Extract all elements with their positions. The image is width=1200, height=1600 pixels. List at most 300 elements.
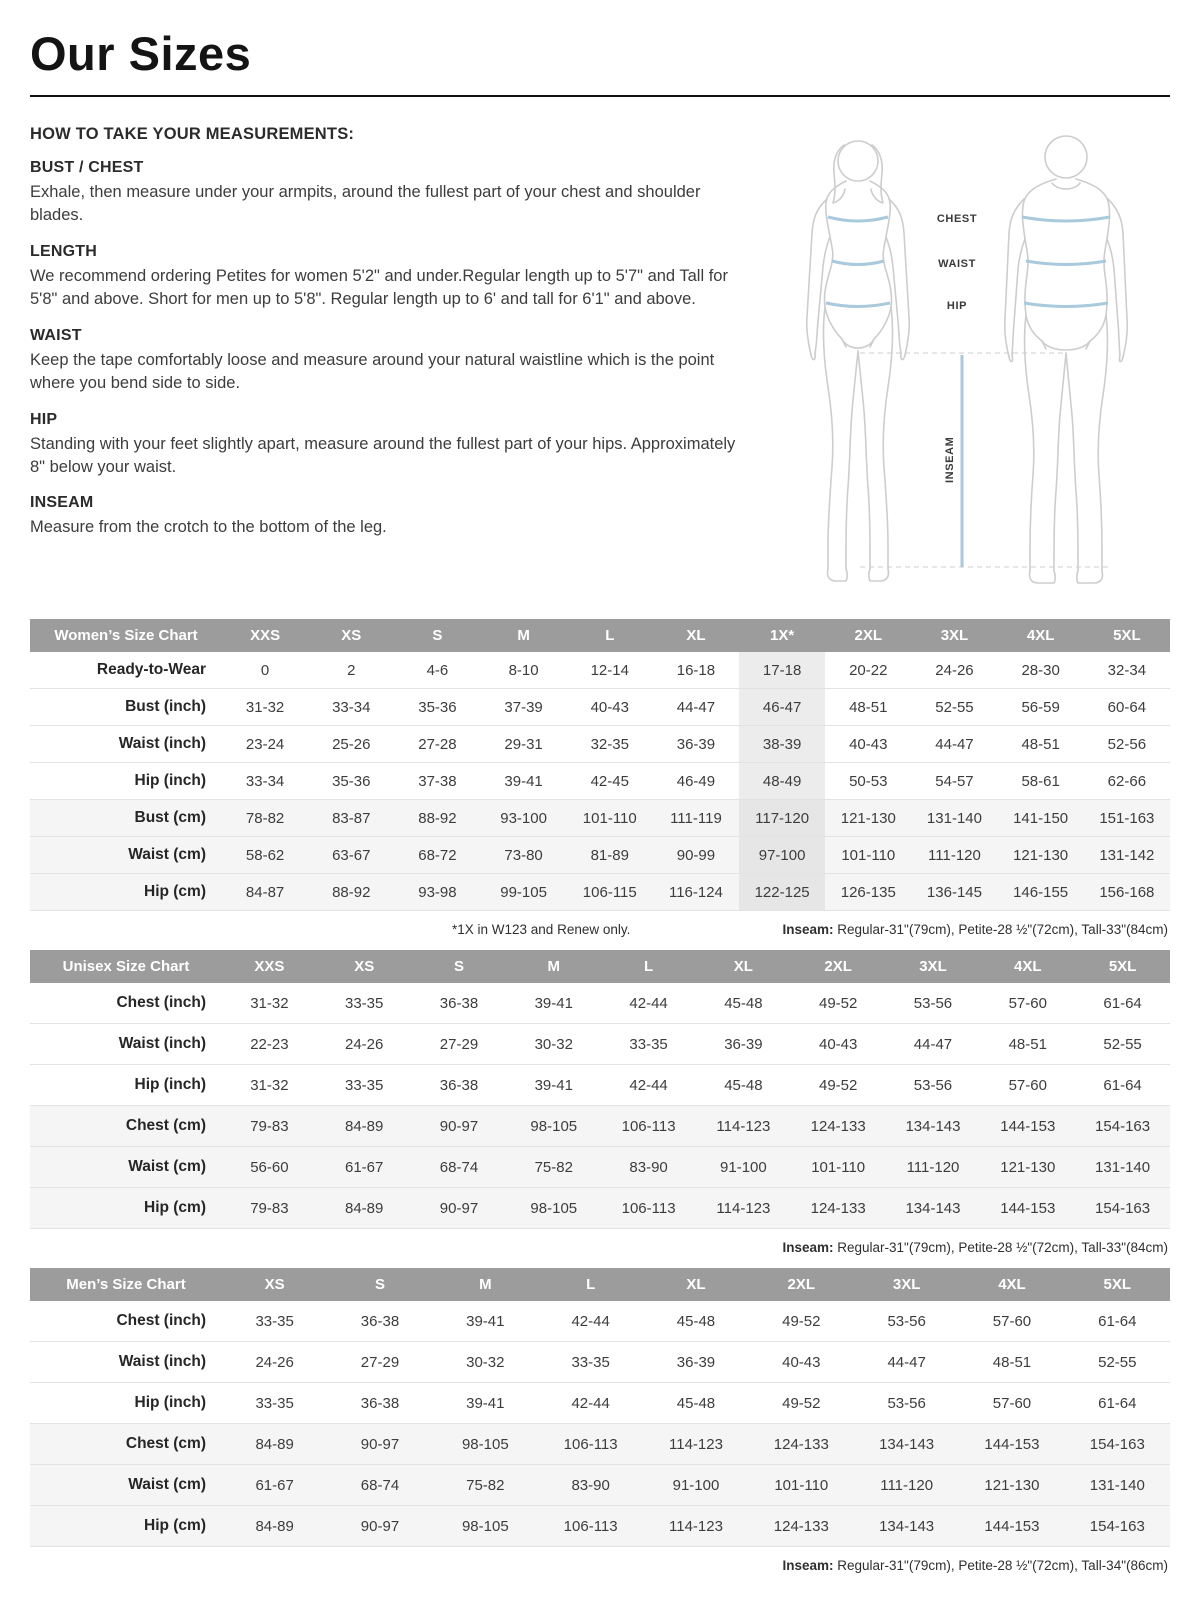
size-value-cell: 48-51 xyxy=(1021,735,1060,753)
size-value-cell: 37-39 xyxy=(504,698,543,716)
size-value-cell: 53-56 xyxy=(887,1394,926,1412)
size-value-cell: 101-110 xyxy=(841,846,896,864)
size-value-cell: 31-32 xyxy=(250,994,289,1012)
size-column-header: 4XL xyxy=(998,619,1084,652)
size-value-cell: 52-56 xyxy=(1107,735,1147,753)
size-value-cell: 32-34 xyxy=(1107,661,1147,679)
size-column-header: XS xyxy=(317,950,412,983)
size-value-cell: 154-163 xyxy=(1089,1517,1145,1535)
size-value-cell: 46-49 xyxy=(676,772,716,790)
size-value-cell: 126-135 xyxy=(840,883,896,901)
size-value-cell: 98-105 xyxy=(530,1199,578,1217)
size-value-cell: 88-92 xyxy=(332,883,371,901)
row-label: Hip (cm) xyxy=(144,883,206,900)
size-value-cell: 52-55 xyxy=(935,698,974,716)
waist-label: WAIST xyxy=(938,258,976,270)
size-value-cell: 37-38 xyxy=(418,772,457,790)
size-value-cell: 48-51 xyxy=(1008,1035,1047,1053)
row-label: Waist (cm) xyxy=(128,846,206,863)
size-value-cell: 44-47 xyxy=(913,1035,953,1053)
size-value-cell: 44-47 xyxy=(676,698,716,716)
size-value-cell: 131-142 xyxy=(1099,846,1155,864)
chest-label: CHEST xyxy=(936,213,978,225)
size-value-cell: 141-150 xyxy=(1013,809,1069,827)
size-value-cell: 84-87 xyxy=(245,883,285,901)
section-body: Keep the tape comfortably loose and measure around your natural waistline which is the point where you bend side to side. xyxy=(30,350,715,393)
size-value-cell: 2 xyxy=(347,661,356,679)
size-table-section xyxy=(30,950,1170,1264)
size-value-cell: 134-143 xyxy=(905,1117,961,1135)
woman-figure-outline xyxy=(807,141,910,581)
size-value-cell: 52-55 xyxy=(1103,1035,1142,1053)
row-label: Bust (inch) xyxy=(125,698,206,715)
size-value-cell: 36-38 xyxy=(439,994,479,1012)
size-value-cell: 36-39 xyxy=(724,1035,763,1053)
table-row xyxy=(30,652,1170,689)
size-column-header: 1X* xyxy=(739,619,825,652)
size-value-cell: 45-48 xyxy=(724,994,763,1012)
size-value-cell: 134-143 xyxy=(905,1199,961,1217)
size-value-cell: 40-43 xyxy=(849,735,888,753)
size-value-cell: 131-140 xyxy=(1095,1158,1151,1176)
measurement-diagram xyxy=(770,119,1170,605)
instruction-section-waist xyxy=(30,327,770,396)
table-title: Men’s Size Chart xyxy=(30,1268,222,1301)
size-value-cell: 39-41 xyxy=(466,1394,505,1412)
size-value-cell: 44-47 xyxy=(887,1353,926,1371)
size-value-cell: 53-56 xyxy=(913,1076,953,1094)
size-value-cell: 45-48 xyxy=(724,1076,763,1094)
size-value-cell: 111-119 xyxy=(670,809,722,827)
size-value-cell: 61-64 xyxy=(1103,994,1142,1012)
size-value-cell: 61-64 xyxy=(1098,1394,1137,1412)
size-value-cell: 98-105 xyxy=(461,1517,509,1535)
size-value-cell: 144-153 xyxy=(1000,1117,1056,1135)
size-value-cell: 156-168 xyxy=(1099,883,1155,901)
table-header-row xyxy=(30,950,1170,983)
table-row xyxy=(30,1424,1170,1465)
section-title: BUST / CHEST xyxy=(30,159,144,176)
size-value-cell: 24-26 xyxy=(255,1353,294,1371)
size-value-cell: 22-23 xyxy=(250,1035,289,1053)
size-value-cell: 23-24 xyxy=(245,735,285,753)
size-value-cell: 106-115 xyxy=(582,883,637,901)
size-value-cell: 30-32 xyxy=(534,1035,573,1053)
size-value-cell: 57-60 xyxy=(992,1394,1032,1412)
size-value-cell: 134-143 xyxy=(879,1435,935,1453)
size-column-header: 4XL xyxy=(980,950,1075,983)
size-value-cell: 106-113 xyxy=(563,1517,618,1535)
size-value-cell: 42-44 xyxy=(571,1394,610,1412)
section-body: We recommend ordering Petites for women 5'2" and under.Regular length up to 5'7" and Tall for 5'8" and above. Short for men up to 5'8". Regular length up to 6' and tall for 6'1" and above. xyxy=(30,266,728,309)
table-header-row xyxy=(30,1268,1170,1301)
size-value-cell: 101-110 xyxy=(582,809,637,827)
table-row xyxy=(30,1465,1170,1506)
section-body: Standing with your feet slightly apart, measure around the fullest part of your hips. Approximately 8" below your waist. xyxy=(30,434,736,476)
size-value-cell: 29-31 xyxy=(504,735,543,753)
size-value-cell: 124-133 xyxy=(810,1117,866,1135)
size-column-header: M xyxy=(433,1268,538,1301)
size-value-cell: 154-163 xyxy=(1089,1435,1145,1453)
size-value-cell: 93-100 xyxy=(500,809,547,827)
size-value-cell: 83-90 xyxy=(571,1476,610,1494)
size-value-cell: 111-120 xyxy=(880,1476,934,1494)
row-label: Chest (inch) xyxy=(116,1312,206,1329)
size-value-cell: 53-56 xyxy=(887,1312,926,1330)
size-value-cell: 91-100 xyxy=(720,1158,767,1176)
size-value-cell: 27-29 xyxy=(439,1035,479,1053)
size-column-header: S xyxy=(394,619,480,652)
size-value-cell: 121-130 xyxy=(984,1476,1040,1494)
size-value-cell: 57-60 xyxy=(1008,994,1047,1012)
size-value-cell: 106-113 xyxy=(563,1435,618,1453)
size-value-cell: 84-89 xyxy=(345,1199,384,1217)
table-row xyxy=(30,800,1170,837)
table-row xyxy=(30,1383,1170,1424)
instructions-heading: HOW TO TAKE YOUR MEASUREMENTS: xyxy=(30,125,355,143)
size-value-cell: 101-110 xyxy=(774,1476,829,1494)
body-measurement-illustration xyxy=(770,121,1170,605)
table-header-row xyxy=(30,619,1170,652)
measurements-intro xyxy=(30,119,1170,605)
size-value-cell: 83-90 xyxy=(629,1158,668,1176)
size-value-cell: 99-105 xyxy=(500,883,547,901)
row-label: Waist (cm) xyxy=(128,1476,206,1493)
size-value-cell: 121-130 xyxy=(840,809,896,827)
size-value-cell: 136-145 xyxy=(926,883,982,901)
size-column-header: XL xyxy=(643,1268,748,1301)
size-value-cell: 122-125 xyxy=(739,874,825,911)
size-value-cell: 27-29 xyxy=(360,1353,400,1371)
row-label: Waist (inch) xyxy=(118,735,206,752)
title-divider xyxy=(30,95,1170,97)
page-title: Our Sizes xyxy=(30,27,252,80)
size-table xyxy=(30,950,1170,1229)
size-value-cell: 111-120 xyxy=(928,846,981,864)
size-value-cell: 88-92 xyxy=(418,809,457,827)
size-table xyxy=(30,619,1170,911)
size-value-cell: 62-66 xyxy=(1107,772,1147,790)
row-label: Hip (cm) xyxy=(144,1199,206,1216)
size-table-section xyxy=(30,619,1170,946)
row-label: Waist (inch) xyxy=(118,1035,206,1052)
size-value-cell: 106-113 xyxy=(621,1117,676,1135)
size-value-cell: 50-53 xyxy=(849,772,888,790)
size-value-cell: 4-6 xyxy=(426,661,449,679)
table-row xyxy=(30,1188,1170,1229)
size-value-cell: 20-22 xyxy=(849,661,888,679)
size-value-cell: 33-35 xyxy=(345,1076,384,1094)
size-value-cell: 30-32 xyxy=(466,1353,505,1371)
size-value-cell: 17-18 xyxy=(739,652,825,689)
size-value-cell: 36-39 xyxy=(676,1353,716,1371)
size-column-header: L xyxy=(538,1268,643,1301)
size-value-cell: 154-163 xyxy=(1095,1117,1151,1135)
size-value-cell: 8-10 xyxy=(508,661,539,679)
size-value-cell: 134-143 xyxy=(879,1517,935,1535)
instruction-section-bust-chest xyxy=(30,159,770,228)
size-value-cell: 24-26 xyxy=(935,661,974,679)
size-value-cell: 58-61 xyxy=(1021,772,1060,790)
size-value-cell: 40-43 xyxy=(818,1035,858,1053)
table-row xyxy=(30,1301,1170,1342)
table-row xyxy=(30,689,1170,726)
size-column-header: S xyxy=(412,950,507,983)
measurement-instructions xyxy=(30,119,770,540)
row-label: Bust (cm) xyxy=(134,809,206,826)
table-footnotes xyxy=(30,1547,1170,1582)
size-value-cell: 79-83 xyxy=(250,1117,289,1135)
size-column-header: 5XL xyxy=(1075,950,1170,983)
size-value-cell: 12-14 xyxy=(590,661,629,679)
size-value-cell: 42-44 xyxy=(629,1076,668,1094)
size-value-cell: 98-105 xyxy=(461,1435,509,1453)
size-value-cell: 91-100 xyxy=(672,1476,720,1494)
size-column-header: M xyxy=(481,619,567,652)
size-value-cell: 33-35 xyxy=(571,1353,610,1371)
size-value-cell: 101-110 xyxy=(811,1158,866,1176)
size-value-cell: 39-41 xyxy=(534,994,573,1012)
size-tables xyxy=(30,619,1170,1582)
size-value-cell: 68-74 xyxy=(439,1158,479,1176)
size-value-cell: 151-163 xyxy=(1099,809,1155,827)
size-value-cell: 83-87 xyxy=(332,809,371,827)
table-footnotes xyxy=(30,1229,1170,1264)
size-value-cell: 98-105 xyxy=(530,1117,578,1135)
size-column-header: XXS xyxy=(222,950,317,983)
size-value-cell: 73-80 xyxy=(504,846,543,864)
size-value-cell: 39-41 xyxy=(534,1076,573,1094)
size-value-cell: 61-67 xyxy=(255,1476,294,1494)
section-title: HIP xyxy=(30,410,58,428)
size-value-cell: 56-60 xyxy=(250,1158,289,1176)
size-value-cell: 33-34 xyxy=(332,698,371,716)
size-value-cell: 90-97 xyxy=(360,1435,400,1453)
size-value-cell: 53-56 xyxy=(913,994,953,1012)
table-row xyxy=(30,874,1170,911)
size-value-cell: 68-74 xyxy=(360,1476,400,1494)
size-value-cell: 63-67 xyxy=(332,846,371,864)
row-label: Hip (inch) xyxy=(134,1394,206,1411)
table-row xyxy=(30,1342,1170,1383)
size-value-cell: 33-35 xyxy=(345,994,384,1012)
size-value-cell: 42-44 xyxy=(571,1312,610,1330)
size-column-header: L xyxy=(567,619,653,652)
size-value-cell: 61-64 xyxy=(1098,1312,1137,1330)
size-value-cell: 31-32 xyxy=(250,1076,289,1094)
table-row xyxy=(30,726,1170,763)
size-value-cell: 90-99 xyxy=(676,846,716,864)
instruction-section-hip xyxy=(30,411,770,480)
table-note: *1X in W123 and Renew only. xyxy=(452,922,631,937)
size-value-cell: 144-153 xyxy=(984,1435,1040,1453)
size-value-cell: 28-30 xyxy=(1021,661,1060,679)
size-value-cell: 40-43 xyxy=(782,1353,821,1371)
row-label: Waist (inch) xyxy=(118,1353,206,1370)
size-value-cell: 48-49 xyxy=(739,763,825,800)
size-value-cell: 116-124 xyxy=(668,883,723,901)
size-value-cell: 45-48 xyxy=(676,1312,716,1330)
size-value-cell: 114-123 xyxy=(669,1517,723,1535)
size-value-cell: 106-113 xyxy=(621,1199,676,1217)
size-value-cell: 38-39 xyxy=(739,726,825,763)
size-value-cell: 97-100 xyxy=(739,837,825,874)
size-column-header: XL xyxy=(653,619,739,652)
size-value-cell: 25-26 xyxy=(332,735,371,753)
size-value-cell: 79-83 xyxy=(250,1199,289,1217)
size-column-header: XS xyxy=(222,1268,327,1301)
inseam-note: Inseam: Regular-31"(79cm), Petite-28 ½"(72cm), Tall-33"(84cm) xyxy=(782,922,1168,937)
size-value-cell: 56-59 xyxy=(1021,698,1060,716)
size-value-cell: 45-48 xyxy=(676,1394,716,1412)
size-value-cell: 44-47 xyxy=(935,735,974,753)
table-row xyxy=(30,1147,1170,1188)
table-row xyxy=(30,1024,1170,1065)
size-column-header: 5XL xyxy=(1084,619,1170,652)
size-column-header: 4XL xyxy=(959,1268,1064,1301)
size-value-cell: 154-163 xyxy=(1095,1199,1151,1217)
size-value-cell: 144-153 xyxy=(984,1517,1040,1535)
size-value-cell: 32-35 xyxy=(590,735,629,753)
row-label: Chest (inch) xyxy=(116,994,206,1011)
table-row xyxy=(30,837,1170,874)
size-value-cell: 90-97 xyxy=(360,1517,400,1535)
size-column-header: XS xyxy=(308,619,394,652)
size-value-cell: 35-36 xyxy=(332,772,371,790)
section-title: LENGTH xyxy=(30,242,97,260)
size-value-cell: 84-89 xyxy=(255,1435,294,1453)
inseam-guides xyxy=(860,353,1108,567)
inseam-label: INSEAM xyxy=(944,436,956,483)
size-value-cell: 58-62 xyxy=(245,846,285,864)
size-table xyxy=(30,1268,1170,1547)
size-value-cell: 124-133 xyxy=(773,1517,829,1535)
size-column-header: 2XL xyxy=(749,1268,854,1301)
row-label: Chest (cm) xyxy=(125,1117,206,1134)
size-value-cell: 75-82 xyxy=(466,1476,505,1494)
size-value-cell: 49-52 xyxy=(782,1312,821,1330)
size-value-cell: 33-34 xyxy=(245,772,285,790)
size-column-header: XXS xyxy=(222,619,308,652)
size-value-cell: 90-97 xyxy=(439,1117,479,1135)
size-column-header: 2XL xyxy=(825,619,911,652)
table-row xyxy=(30,1106,1170,1147)
size-value-cell: 117-120 xyxy=(739,800,825,837)
size-value-cell: 42-45 xyxy=(590,772,629,790)
size-value-cell: 68-72 xyxy=(418,846,457,864)
size-value-cell: 93-98 xyxy=(418,883,457,901)
row-label: Hip (inch) xyxy=(134,772,206,789)
size-value-cell: 39-41 xyxy=(504,772,543,790)
size-column-header: L xyxy=(601,950,696,983)
size-value-cell: 36-38 xyxy=(360,1394,400,1412)
size-value-cell: 131-140 xyxy=(1089,1476,1145,1494)
size-value-cell: 48-51 xyxy=(849,698,888,716)
size-column-header: 3XL xyxy=(854,1268,959,1301)
section-body: Measure from the crotch to the bottom of the leg. xyxy=(30,518,387,537)
row-label: Waist (cm) xyxy=(128,1158,206,1175)
size-value-cell: 60-64 xyxy=(1107,698,1147,716)
section-body: Exhale, then measure under your armpits, around the fullest part of your chest and shoulder blades. xyxy=(30,183,701,225)
size-value-cell: 114-123 xyxy=(716,1117,771,1135)
size-value-cell: 146-155 xyxy=(1013,883,1069,901)
size-value-cell: 49-52 xyxy=(818,994,858,1012)
table-row xyxy=(30,983,1170,1024)
size-value-cell: 35-36 xyxy=(418,698,457,716)
size-value-cell: 36-39 xyxy=(676,735,716,753)
size-value-cell: 124-133 xyxy=(773,1435,829,1453)
size-value-cell: 0 xyxy=(260,661,270,679)
row-label: Ready-to-Wear xyxy=(96,661,206,678)
size-value-cell: 114-123 xyxy=(716,1199,771,1217)
instruction-section-inseam xyxy=(30,494,770,539)
size-value-cell: 36-38 xyxy=(439,1076,479,1094)
size-value-cell: 61-64 xyxy=(1103,1076,1142,1094)
table-title: Women’s Size Chart xyxy=(30,619,222,652)
size-value-cell: 121-130 xyxy=(1000,1158,1056,1176)
size-value-cell: 24-26 xyxy=(345,1035,384,1053)
size-column-header: M xyxy=(506,950,601,983)
size-value-cell: 84-89 xyxy=(255,1517,294,1535)
man-figure-outline xyxy=(1005,136,1128,583)
size-value-cell: 33-35 xyxy=(629,1035,668,1053)
table-row xyxy=(30,763,1170,800)
size-value-cell: 33-35 xyxy=(255,1312,294,1330)
size-value-cell: 61-67 xyxy=(345,1158,384,1176)
size-value-cell: 114-123 xyxy=(669,1435,723,1453)
size-value-cell: 49-52 xyxy=(818,1076,858,1094)
size-value-cell: 48-51 xyxy=(992,1353,1032,1371)
inseam-note: Inseam: Regular-31"(79cm), Petite-28 ½"(72cm), Tall-34"(86cm) xyxy=(782,1558,1168,1573)
section-title: WAIST xyxy=(30,326,82,344)
size-value-cell: 81-89 xyxy=(590,846,629,864)
size-value-cell: 39-41 xyxy=(466,1312,505,1330)
table-footnotes xyxy=(30,911,1170,946)
hip-label: HIP xyxy=(946,300,968,312)
row-label: Hip (inch) xyxy=(134,1076,206,1093)
size-value-cell: 40-43 xyxy=(590,698,629,716)
size-value-cell: 42-44 xyxy=(629,994,668,1012)
size-value-cell: 27-28 xyxy=(418,735,457,753)
size-value-cell: 36-38 xyxy=(360,1312,400,1330)
size-value-cell: 124-133 xyxy=(810,1199,866,1217)
size-value-cell: 111-120 xyxy=(906,1158,960,1176)
size-value-cell: 121-130 xyxy=(1013,846,1069,864)
size-value-cell: 33-35 xyxy=(255,1394,294,1412)
size-value-cell: 54-57 xyxy=(935,772,974,790)
size-column-header: 2XL xyxy=(791,950,886,983)
size-value-cell: 90-97 xyxy=(439,1199,479,1217)
size-value-cell: 75-82 xyxy=(534,1158,573,1176)
size-value-cell: 78-82 xyxy=(245,809,285,827)
size-column-header: 3XL xyxy=(911,619,997,652)
section-title: INSEAM xyxy=(30,494,94,512)
size-value-cell: 46-47 xyxy=(739,689,825,726)
size-column-header: S xyxy=(327,1268,432,1301)
table-title: Unisex Size Chart xyxy=(30,950,222,983)
row-label: Chest (cm) xyxy=(125,1435,206,1452)
size-value-cell: 31-32 xyxy=(245,698,285,716)
table-row xyxy=(30,1065,1170,1106)
instruction-section-length xyxy=(30,243,770,312)
row-label: Hip (cm) xyxy=(144,1517,206,1534)
size-value-cell: 131-140 xyxy=(926,809,982,827)
size-column-header: 3XL xyxy=(886,950,981,983)
size-value-cell: 57-60 xyxy=(992,1312,1032,1330)
table-row xyxy=(30,1506,1170,1547)
size-column-header: XL xyxy=(696,950,791,983)
size-value-cell: 84-89 xyxy=(345,1117,384,1135)
